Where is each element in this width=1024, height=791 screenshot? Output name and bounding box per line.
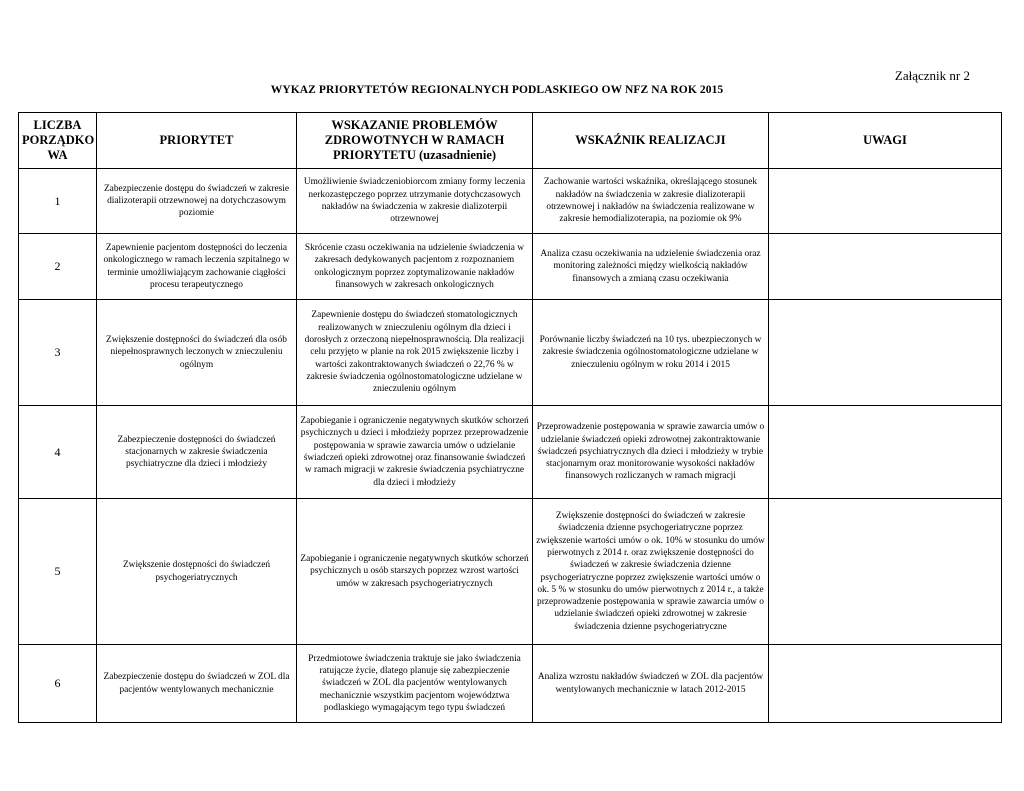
notes-cell	[769, 406, 1002, 499]
problems-cell: Umożliwienie świadczeniobiorcom zmiany formy leczenia nerkozastępczego poprzez utrzymanie dotychczasowych nakładów na świadczenia w zakresie dializoterpii otrzewnowej	[297, 169, 533, 234]
notes-cell	[769, 234, 1002, 300]
problems-cell: Zapobieganie i ograniczenie negatywnych skutków schorzeń psychicznych u osób starszych poprzez wzrost wartości umów w zakresach psychogeriatrycznych	[297, 499, 533, 645]
table-row	[19, 406, 1002, 499]
notes-cell	[769, 300, 1002, 406]
notes-cell	[769, 499, 1002, 645]
row-number: 3	[19, 300, 97, 406]
problems-cell: Zapewnienie dostępu do świadczeń stomatologicznych realizowanych w znieczuleniu ogólnym dla dzieci i dorosłych z orzeczoną niepełnosprawnością. Dla realizacji celu przyjęto w planie na rok 2015 zwiększenie liczby i wartości zakontraktowanych świadczeń o 22,76 % w zakresie świadczenia ogólnostomatologiczne udzielane w znieczuleniu ogólnym	[297, 300, 533, 406]
indicator-cell: Zachowanie wartości wskaźnika, określającego stosunek nakładów na świadczenia w zakresie dializoterapii otrzewnowej i nakładów na świadczenia realizowane w zakresie hemodializoterapia, na poziomie ok 9%	[533, 169, 769, 234]
indicator-cell: Zwiększenie dostępności do świadczeń w zakresie świadczenia dzienne psychogeriatryczne poprzez zwiększenie wartości umów o ok. 10% w stosunku do umów pierwotnych z 2014 r. oraz zwiększenie dostępności do świadczeń w zakresie świadczenia dzienne psychogeriatryczne poprzez zwiększenie wartości umów o ok. 5 % w stosunku do umów pierwotnych z 2014 r., a także przeprowadzenie postępowania w sprawie zawarcia umów o udzielanie świadczeń opieki zdrowotnej w zakresie świadczenia dzienne psychogeriatryczne	[533, 499, 769, 645]
indicator-cell: Przeprowadzenie postępowania w sprawie zawarcia umów o udzielanie świadczeń opieki zdrowotnej zakontraktowanie świadczeń psychiatrycznych dla dzieci i młodzieży w trybie stacjonarnym oraz monitorowanie wysokości nakładów finansowych rozliczanych w ramach migracji	[533, 406, 769, 499]
table-header-row	[19, 113, 1002, 169]
problems-cell: Skrócenie czasu oczekiwania na udzielenie świadczenia w zakresach dedykowanych pacjentom z rozpoznaniem onkologicznym poprzez zoptymalizowanie nakładów finansowych w zakresach onkologicznych	[297, 234, 533, 300]
priority-cell: Zwiększenie dostępności do świadczeń dla osób niepełnosprawnych leczonych w znieczuleniu ogólnym	[97, 300, 297, 406]
indicator-cell: Analiza wzrostu nakładów świadczeń w ZOL dla pacjentów wentylowanych mechanicznie w latach 2012-2015	[533, 645, 769, 723]
header-problems: WSKAZANIE PROBLEMÓW ZDROWOTNYCH W RAMACH PRIORYTETU (uzasadnienie)	[297, 113, 533, 169]
indicator-cell: Analiza czasu oczekiwania na udzielenie świadczenia oraz monitoring zależności między wielkością nakładów finansowych a zmianą czasu oczekiwania	[533, 234, 769, 300]
priority-cell: Zapewnienie pacjentom dostępności do leczenia onkologicznego w ramach leczenia szpitalnego w terminie umożliwiającym zachowanie ciągłości procesu terapeutycznego	[97, 234, 297, 300]
table-row	[19, 169, 1002, 234]
problems-cell: Zapobieganie i ograniczenie negatywnych skutków schorzeń psychicznych u dzieci i młodzieży poprzez przeprowadzenie postępowania w sprawie zawarcia umów o udzielanie świadczeń opieki zdrowotnej oraz finansowanie świadczeń w ramach migracji w zakresie świadczenia psychiatryczne dla dzieci i młodzieży	[297, 406, 533, 499]
priority-cell: Zabezpieczenie dostępu do świadczeń w ZOL dla pacjentów wentylowanych mechanicznie	[97, 645, 297, 723]
table-row	[19, 300, 1002, 406]
document-title: WYKAZ PRIORYTETÓW REGIONALNYCH PODLASKIEGO OW NFZ NA ROK 2015	[270, 84, 724, 96]
table-row	[19, 234, 1002, 300]
priority-cell: Zwiększenie dostępności do świadczeń psychogeriatrycznych	[97, 499, 297, 645]
header-notes: UWAGI	[769, 113, 1002, 169]
row-number: 5	[19, 499, 97, 645]
header-indicator: WSKAŹNIK REALIZACJI	[533, 113, 769, 169]
priority-cell: Zabezpieczenie dostępu do świadczeń w zakresie dializoterapii otrzewnowej na dotychczasowym poziomie	[97, 169, 297, 234]
table-row	[19, 499, 1002, 645]
notes-cell	[769, 645, 1002, 723]
header-order: LICZBA PORZĄDKO WA	[19, 113, 97, 169]
notes-cell	[769, 169, 1002, 234]
header-priority: PRIORYTET	[97, 113, 297, 169]
annex-label: Załącznik nr 2	[894, 68, 970, 83]
row-number: 2	[19, 234, 97, 300]
row-number: 4	[19, 406, 97, 499]
row-number: 6	[19, 645, 97, 723]
table-row	[19, 645, 1002, 723]
priorities-table	[18, 112, 1002, 723]
problems-cell: Przedmiotowe świadczenia traktuje sie jako świadczenia ratującze życie, dlatego planuje się zabezpieczenie świadczeń w ZOL dla pacjentów wentylowanych mechanicznie wszystkim pacjentom województwa podlaskiego wymagającym tego typu świadczeń	[297, 645, 533, 723]
priority-cell: Zabezpieczenie dostępności do świadczeń stacjonarnych w zakresie świadczenia psychiatryczne dla dzieci i młodzieży	[97, 406, 297, 499]
indicator-cell: Porównanie liczby świadczeń na 10 tys. ubezpieczonych w zakresie świadczenia ogólnostomatologiczne udzielane w znieczuleniu ogólnym w roku 2014 i 2015	[533, 300, 769, 406]
row-number: 1	[19, 169, 97, 234]
